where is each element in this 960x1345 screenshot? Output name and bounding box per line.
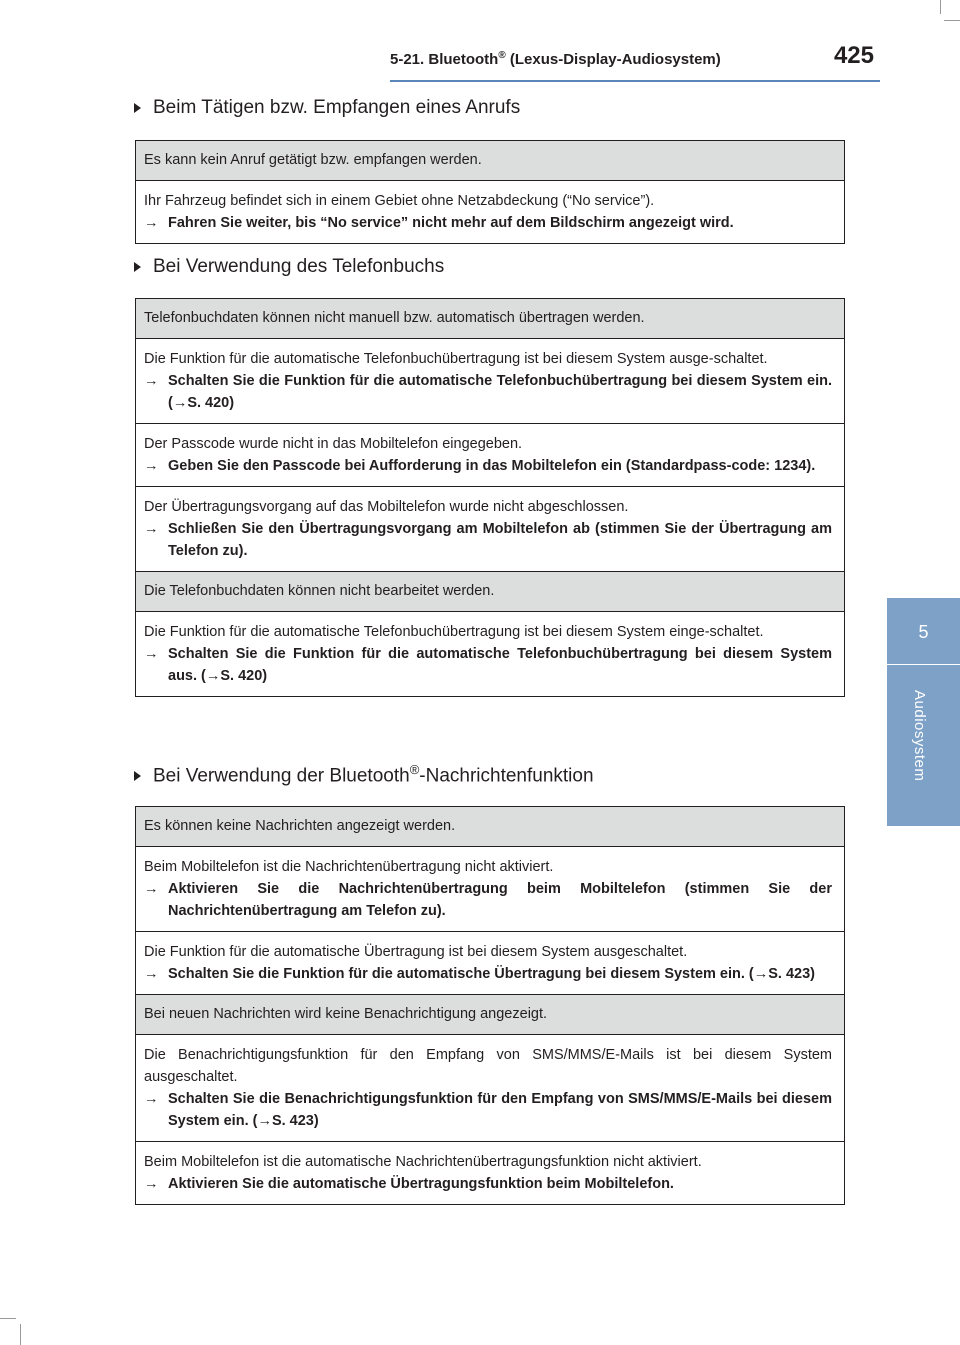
solution-row — [136, 180, 844, 243]
solution-row — [136, 486, 844, 571]
cause-text: Die Funktion für die automatische Telefonbuchübertragung ist bei diesem System einge-schaltet. — [144, 624, 764, 640]
cause-text: Beim Mobiltelefon ist die Nachrichtenübertragung nicht aktiviert. — [144, 859, 554, 875]
problem-row — [136, 299, 844, 338]
section-heading-text: Bei Verwendung des Telefonbuchs — [153, 256, 445, 277]
solution-row — [136, 846, 844, 931]
solution-row — [136, 931, 844, 994]
cause-text: Die Benachrichtigungsfunktion für den Empfang von SMS/MMS/E-Mails ist bei diesem System ausgeschaltet. — [144, 1047, 832, 1085]
chapter-title — [390, 50, 721, 68]
triangle-bullet-icon — [134, 771, 141, 781]
remedy-text: Schalten Sie die Funktion für die automatische Telefonbuchübertragung bei diesem System aus. (→S. 420) — [168, 646, 832, 684]
arrow-right-icon: → — [144, 966, 159, 982]
problem-text: Die Telefonbuchdaten können nicht bearbeitet werden. — [144, 583, 495, 599]
header-divider — [390, 80, 880, 82]
section-heading-calls — [134, 97, 520, 119]
problem-row — [136, 141, 844, 180]
troubleshooting-table-messages — [135, 806, 845, 1205]
arrow-right-icon: → — [144, 373, 159, 389]
remedy-text: Schalten Sie die Funktion für die automatische Übertragung bei diesem System ein. (→S. 423) — [168, 966, 816, 982]
remedy-text: Fahren Sie weiter, bis “No service” nicht mehr auf dem Bildschirm angezeigt wird. — [168, 215, 734, 231]
remedy-text: Aktivieren Sie die automatische Übertragungsfunktion beim Mobiltelefon. — [168, 1176, 674, 1192]
remedy — [144, 643, 832, 687]
solution-row — [136, 1034, 844, 1141]
troubleshooting-table-calls — [135, 140, 845, 244]
remedy — [144, 212, 832, 234]
chapter-title-text: 5-21. Bluetooth — [390, 51, 499, 68]
remedy — [144, 1088, 832, 1132]
arrow-right-icon: → — [144, 1176, 159, 1192]
page-header — [390, 42, 880, 78]
cause-text: Beim Mobiltelefon ist die automatische Nachrichtenübertragungsfunktion nicht aktiviert. — [144, 1154, 702, 1170]
arrow-right-icon: → — [144, 458, 159, 474]
problem-row — [136, 807, 844, 846]
cause-text: Ihr Fahrzeug befindet sich in einem Gebiet ohne Netzabdeckung (“No service”). — [144, 193, 655, 209]
crop-mark — [20, 1324, 21, 1345]
section-heading-suffix: -Nachrichtenfunktion — [419, 765, 594, 787]
section-heading-text: Beim Tätigen bzw. Empfangen eines Anrufs — [153, 97, 521, 118]
solution-row — [136, 423, 844, 486]
chapter-tab-divider — [887, 664, 960, 665]
problem-text: Es können keine Nachrichten angezeigt werden. — [144, 818, 456, 834]
remedy-text: Schalten Sie die Benachrichtigungsfunktion für den Empfang von SMS/MMS/E-Mails bei diesem System ein. (→S. 423) — [168, 1091, 832, 1129]
section-heading-text: Bei Verwendung der Bluetooth — [153, 765, 410, 787]
remedy — [144, 370, 832, 414]
arrow-right-icon: → — [144, 1091, 159, 1107]
registered-mark: ® — [409, 762, 420, 777]
triangle-bullet-icon — [134, 262, 141, 272]
section-heading-phonebook — [134, 256, 444, 278]
section-heading-messages — [134, 762, 594, 787]
chapter-side-tab — [887, 598, 960, 826]
remedy — [144, 1173, 832, 1195]
problem-text: Bei neuen Nachrichten wird keine Benachrichtigung angezeigt. — [144, 1006, 548, 1022]
chapter-label: Audiosystem — [911, 690, 928, 782]
remedy-text: Aktivieren Sie die Nachrichtenübertragung beim Mobiltelefon (stimmen Sie der Nachrichtenübertragung am Telefon zu). — [168, 881, 832, 919]
crop-mark — [0, 1318, 16, 1319]
triangle-bullet-icon — [134, 103, 141, 113]
remedy-text: Geben Sie den Passcode bei Aufforderung in das Mobiltelefon ein (Standardpass-code: 1234). — [168, 458, 816, 474]
chapter-title-suffix: (Lexus-Display-Audiosystem) — [505, 51, 721, 68]
solution-row — [136, 338, 844, 423]
solution-row — [136, 611, 844, 696]
cause-text: Die Funktion für die automatische Telefonbuchübertragung ist bei diesem System ausge-schaltet. — [144, 351, 768, 367]
crop-mark — [940, 0, 941, 14]
remedy-text: Schalten Sie die Funktion für die automatische Telefonbuchübertragung bei diesem System ein. (→S. 420) — [168, 373, 832, 411]
cause-text: Die Funktion für die automatische Übertragung ist bei diesem System ausgeschaltet. — [144, 944, 688, 960]
remedy — [144, 455, 832, 477]
remedy-text: Schließen Sie den Übertragungsvorgang am Mobiltelefon ab (stimmen Sie der Übertragung am Telefon zu). — [168, 521, 832, 559]
problem-text: Telefonbuchdaten können nicht manuell bzw. automatisch übertragen werden. — [144, 310, 645, 326]
problem-text: Es kann kein Anruf getätigt bzw. empfangen werden. — [144, 152, 482, 168]
remedy — [144, 878, 832, 922]
remedy — [144, 963, 832, 985]
problem-row — [136, 994, 844, 1034]
crop-mark — [944, 20, 960, 21]
cause-text: Der Übertragungsvorgang auf das Mobiltelefon wurde nicht abgeschlossen. — [144, 499, 629, 515]
arrow-right-icon: → — [144, 646, 159, 662]
remedy — [144, 518, 832, 562]
arrow-right-icon: → — [144, 881, 159, 897]
page-number: 425 — [833, 42, 874, 69]
solution-row — [136, 1141, 844, 1204]
arrow-right-icon: → — [144, 215, 159, 231]
cause-text: Der Passcode wurde nicht in das Mobiltelefon eingegeben. — [144, 436, 523, 452]
registered-mark: ® — [498, 50, 506, 61]
arrow-right-icon: → — [144, 521, 159, 537]
chapter-number: 5 — [918, 622, 929, 642]
troubleshooting-table-phonebook — [135, 298, 845, 697]
problem-row — [136, 571, 844, 611]
